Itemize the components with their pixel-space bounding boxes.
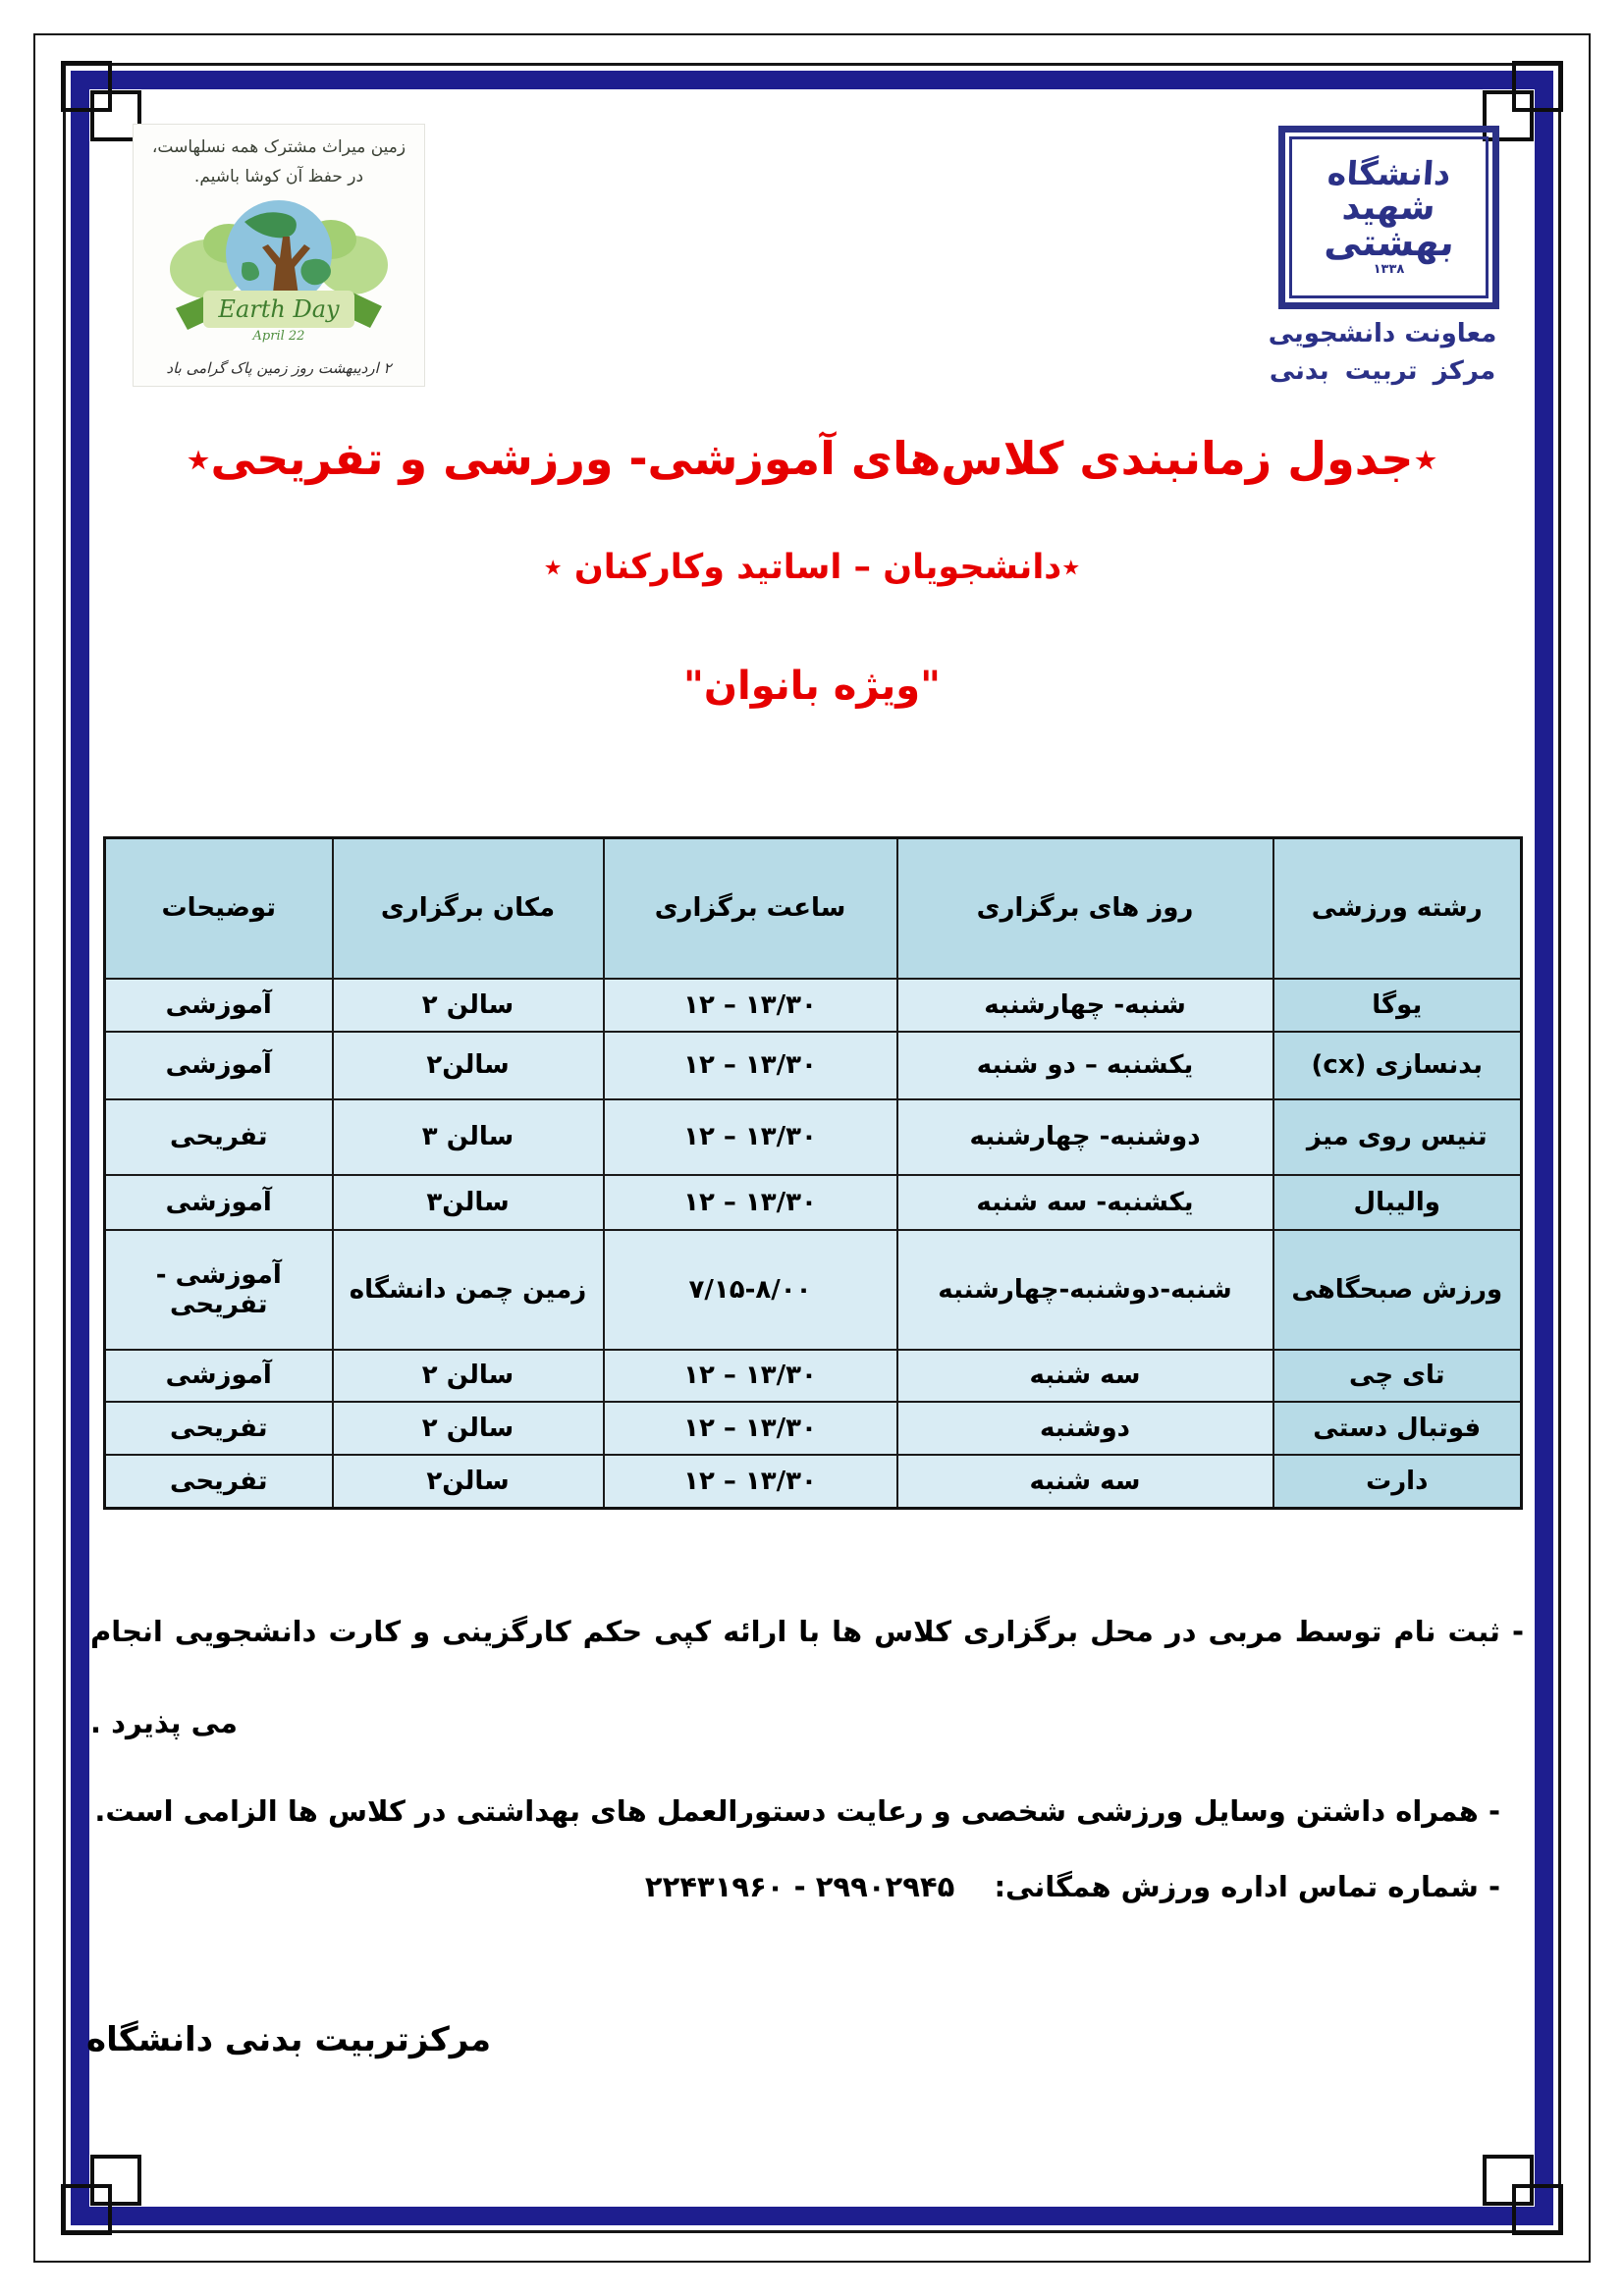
cell-place: سالن ۳ xyxy=(333,1099,604,1175)
corner-ornament-icon xyxy=(90,2155,141,2206)
cell-days: سه شنبه xyxy=(897,1350,1273,1402)
earth-day-banner-title: Earth Day xyxy=(218,294,340,323)
cell-sport: دارت xyxy=(1273,1455,1522,1509)
cell-place: سالن ۲ xyxy=(333,979,604,1032)
cell-note: تفریحی xyxy=(105,1402,333,1455)
cell-days: دوشنبه xyxy=(897,1402,1273,1455)
table-row xyxy=(105,1455,1522,1509)
dept-line-student-affairs: معاونت دانشجویی xyxy=(1268,319,1497,348)
corner-ornament-icon xyxy=(1483,2155,1534,2206)
col-header-sport: رشته ورزشی xyxy=(1273,838,1522,979)
university-logo-word1: دانشگاه xyxy=(1326,154,1452,193)
note-equipment: - همراه داشتن وسایل ورزشی شخصی و رعایت دستورالعمل های بهداشتی در کلاس ها الزامی است. xyxy=(94,1794,1500,1828)
cell-time: ۱۲ – ۱۳/۳۰ xyxy=(683,1050,817,1080)
earth-day-slogan-line2: در حفظ آن کوشا باشیم. xyxy=(193,166,364,187)
cell-days: دوشنبه- چهارشنبه xyxy=(897,1099,1273,1175)
schedule-table xyxy=(103,836,1523,1510)
university-logo-year: ۱۳۳۸ xyxy=(1373,262,1405,278)
cell-place: سالن۲ xyxy=(333,1455,604,1509)
cell-sport: ورزش صبحگاهی xyxy=(1273,1230,1522,1350)
earth-day-card xyxy=(133,124,425,387)
table-header-row xyxy=(105,838,1522,979)
col-header-days: روز های برگزاری xyxy=(897,838,1273,979)
cell-days: شنبه- چهارشنبه xyxy=(897,979,1273,1032)
table-row xyxy=(105,1032,1522,1099)
cell-note: آموزشی - تفریحی xyxy=(105,1230,333,1350)
cell-sport: بدنسازی (cx) xyxy=(1273,1032,1522,1099)
note-contact-label: - شماره تماس اداره ورزش همگانی: xyxy=(994,1870,1500,1903)
cell-sport: فوتبال دستی xyxy=(1273,1402,1522,1455)
earth-day-caption: ۲ اردیبهشت روز زمین پاک گرامی باد xyxy=(166,358,392,377)
cell-note: تفریحی xyxy=(105,1099,333,1175)
university-department xyxy=(1264,316,1501,390)
note-contact-phone-numbers: ۲۲۴۳۱۹۶۰ - ۲۹۹۰۲۹۴۵ xyxy=(644,1870,955,1903)
cell-time: ۱۲ – ۱۳/۳۰ xyxy=(683,1361,817,1390)
note-registration-line1: - ثبت نام توسط مربی در محل برگزاری کلاس ها با ارائه کپی حکم کارگزینی و کارت دانشجویی انجام xyxy=(90,1615,1524,1648)
audience-label: "ویژه بانوان" xyxy=(683,664,941,709)
cell-place: زمین چمن دانشگاه xyxy=(333,1230,604,1350)
cell-sport: یوگا xyxy=(1273,979,1522,1032)
cell-place: سالن۲ xyxy=(333,1032,604,1099)
earth-day-illustration xyxy=(146,192,411,357)
col-header-place: مکان برگزاری xyxy=(333,838,604,979)
page-subtitle: ٭دانشجویان – اساتید وکارکنان ٭ xyxy=(543,548,1081,587)
table-row xyxy=(105,1230,1522,1350)
earth-day-banner-date: April 22 xyxy=(252,328,305,344)
cell-note: آموزشی xyxy=(105,1032,333,1099)
cell-days: شنبه-دوشنبه-چهارشنبه xyxy=(897,1230,1273,1350)
cell-place: سالن۳ xyxy=(333,1175,604,1230)
earth-day-slogan xyxy=(152,133,406,192)
cell-time: ۱۲ – ۱۳/۳۰ xyxy=(683,1466,817,1496)
cell-place: سالن ۲ xyxy=(333,1350,604,1402)
table-row xyxy=(105,979,1522,1032)
earth-day-slogan-line1: زمین میراث مشترک همه نسلهاست، xyxy=(151,137,406,157)
cell-days: سه شنبه xyxy=(897,1455,1273,1509)
cell-sport: تنیس روی میز xyxy=(1273,1099,1522,1175)
cell-sport: تای چی xyxy=(1273,1350,1522,1402)
cell-place: سالن ۲ xyxy=(333,1402,604,1455)
note-registration-line2: می پذیرد . xyxy=(90,1706,238,1739)
table-row xyxy=(105,1175,1522,1230)
table-row xyxy=(105,1350,1522,1402)
col-header-notes: توضیحات xyxy=(105,838,333,979)
cell-time: ۷/۱۵-۸/۰۰ xyxy=(688,1274,812,1305)
cell-time: ۱۲ – ۱۳/۳۰ xyxy=(683,1187,817,1217)
dept-line-physical-education: مرکز تربیت بدنی xyxy=(1269,355,1496,386)
cell-note: آموزشی xyxy=(105,1175,333,1230)
cell-days: یکشنبه- سه شنبه xyxy=(897,1175,1273,1230)
university-logo xyxy=(1278,126,1499,309)
cell-sport: والیبال xyxy=(1273,1175,1522,1230)
cell-note: آموزشی xyxy=(105,1350,333,1402)
cell-time: ۱۲ – ۱۳/۳۰ xyxy=(683,989,817,1020)
table-row xyxy=(105,1099,1522,1175)
cell-time: ۱۲ – ۱۳/۳۰ xyxy=(683,1122,817,1151)
note-contact xyxy=(90,1870,1500,1903)
table-row xyxy=(105,1402,1522,1455)
page-title: ٭جدول زمانبندی کلاس‌های آموزشی- ورزشی و تفریحی٭ xyxy=(186,432,1438,485)
university-logo-inner xyxy=(1289,136,1489,298)
cell-days: یکشنبه – دو شنبه xyxy=(897,1032,1273,1099)
cell-note: آموزشی xyxy=(105,979,333,1032)
cell-time: ۱۲ – ۱۳/۳۰ xyxy=(683,1413,817,1443)
footer-organization: مرکزتربیت بدنی دانشگاه xyxy=(86,2020,492,2059)
col-header-time: ساعت برگزاری xyxy=(604,838,897,979)
university-logo-word2: شهید xyxy=(1340,187,1437,228)
university-logo-word3: بهشتی xyxy=(1323,220,1456,264)
cell-note: تفریحی xyxy=(105,1455,333,1509)
